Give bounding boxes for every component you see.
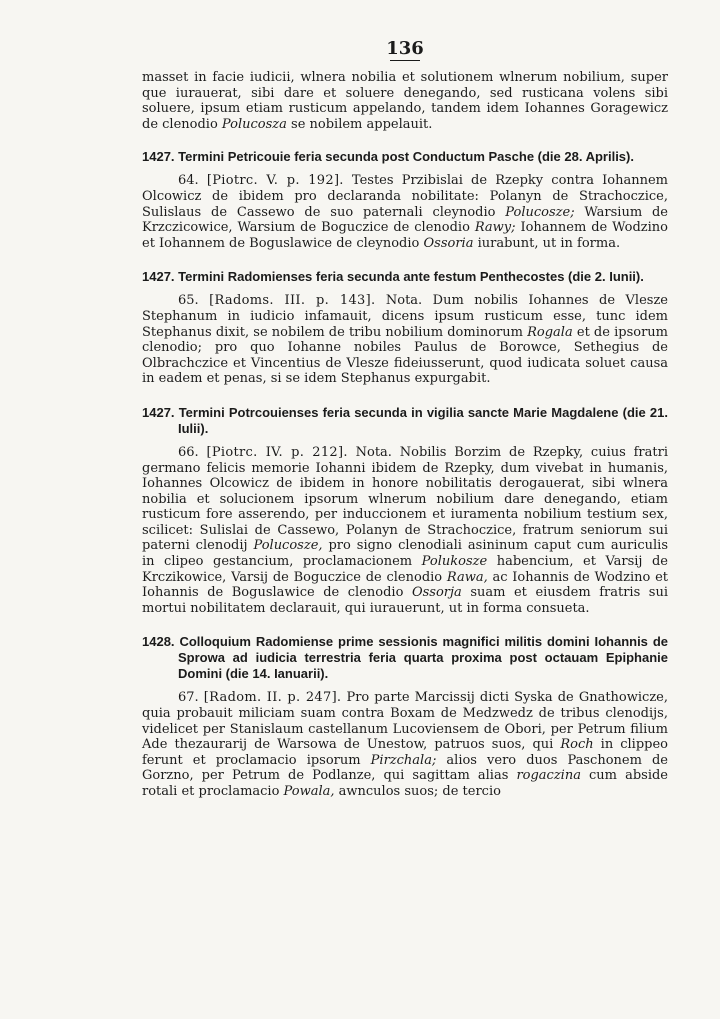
entry-67 bbox=[142, 690, 668, 799]
text-run: iurabunt, ut in forma. bbox=[473, 235, 621, 251]
section-heading-1427-potrcouienses: 1427. Termini Potrcouienses feria secunda in vigilia sancte Marie Magdalene (die 21. Iulii). bbox=[142, 404, 668, 436]
text-run: ac Iohannis de Wodzino et Iohannis de Boguslawice de clenodio bbox=[142, 569, 668, 601]
text-run: Pro parte Marcissij dicti Syska de Gnathowicze, quia probauit miliciam suam contra Boxam de Medzwedz de tribus clenodijs, videlicet per Stanislaum castellanum Lucoviensem de Obori, per Petrum filium Ade thezaurarij de Warsowa de Unestow, patruos suos, qui bbox=[142, 690, 668, 753]
entry-number: 64. bbox=[178, 173, 199, 189]
text-run: Testes Przibislai de Rzepky contra Iohannem Olcowicz de ibidem pro declaranda nobilitate: Polanyn de Strachoczice, Sulislaus de Cassewo de suo paternali cleynodio bbox=[142, 173, 668, 220]
text-run: Nota. Nobilis Borzim de Rzepky, cuius fratri germano felicis memorie Iohanni ibidem de Rzepky, dum vivebat in humanis, Iohannes Olcowicz de ibidem in honore nobilitatis derogauerat, sibi wlnera nobilia et solucionem ipsorum wlnerum nobilium dare denegando, etiam rusticum fore asserendo, per induccionem et iuramenta nobilium testium sex, scilicet: Sulislai de Cassewo, Polanyn de Strachoczice, fratrum seniorum sui paterni clenodij bbox=[142, 444, 668, 554]
coat-of-arms-name: Rawy; bbox=[474, 220, 516, 236]
coat-of-arms-name: Ossorja bbox=[411, 585, 462, 601]
text-run: Nota. Dum nobilis Iohannes de Vlesze Stephanum in iudicio infamauit, dicens ipsum rusticum esse, tunc idem Stephanus dixit, se nobilem de tribu nobilium dominorum bbox=[142, 293, 668, 340]
entry-64 bbox=[142, 173, 668, 251]
archive-reference: [Piotrc. IV. p. 212]. bbox=[206, 444, 348, 460]
coat-of-arms-name: Polukosze bbox=[421, 554, 488, 570]
archive-reference: [Piotrc. V. p. 192]. bbox=[206, 173, 344, 189]
entry-66 bbox=[142, 445, 668, 617]
archive-reference: [Radom. II. p. 247]. bbox=[203, 690, 342, 706]
section-heading-1427-radomienses: 1427. Termini Radomienses feria secunda ante festum Penthecostes (die 2. Iunii). bbox=[142, 269, 644, 285]
coat-of-arms-name: Polucosze, bbox=[253, 538, 323, 554]
page-number-rule bbox=[390, 60, 420, 61]
section-heading-1428-colloquium: 1428. Colloquium Radomiense prime sessionis magnifici militis domini Iohannis de Sprowa ad iudicia terrestria feria quarta proxima post octauam Epiphanie Domini (die 14. Ianuarii). bbox=[142, 634, 668, 682]
coat-of-arms-name: Ossoria bbox=[423, 235, 474, 251]
text-run: awnculos suos; de tercio bbox=[334, 784, 501, 799]
text-run: Iohannem de Wodzino et Iohannem de Boguslawice de cleynodio bbox=[142, 220, 668, 251]
coat-of-arms-name: Polucosze; bbox=[505, 204, 575, 220]
coat-of-arms-name: Roch bbox=[560, 737, 594, 753]
text-run: masset in facie iudicii, wlnera nobilia et solutionem wlnerum nobilium, super que iurauerat, sibi dare et soluere denegando, sed rusticana volens sibi soluere, ipsum etiam rusticum appelando, tandem idem Iohannes Goragewicz de clenodio bbox=[142, 70, 668, 132]
entry-number: 66. bbox=[178, 444, 199, 460]
coat-of-arms-name: Polucosza bbox=[221, 116, 287, 132]
text-run: habencium, et Varsij de Krczikowice, Varsij de Boguczice de clenodio bbox=[142, 554, 669, 585]
coat-of-arms-name: Rogala bbox=[527, 324, 573, 340]
continued-paragraph bbox=[142, 70, 668, 132]
text-run: in clippeo ferunt et proclamacio ipsorum bbox=[142, 737, 668, 768]
coat-of-arms-name: rogaczina bbox=[516, 768, 581, 784]
text-run: alios vero duos Paschonem de Gorzno, per Petrum de Podlanze, qui sagittam alias bbox=[142, 752, 668, 784]
text-run: suam et eiusdem fratris sui mortui nobilitatem declarauit, qui iurauerunt, ut in forma consueta. bbox=[142, 585, 669, 616]
page-number: 136 bbox=[386, 38, 424, 59]
coat-of-arms-name: Rawa, bbox=[446, 569, 488, 585]
section-heading-1427-petricouie: 1427. Termini Petricouie feria secunda post Conductum Pasche (die 28. Aprilis). bbox=[142, 149, 634, 165]
archive-reference: [Radoms. III. p. 143]. bbox=[209, 293, 376, 309]
entry-number: 65. bbox=[178, 293, 199, 309]
text-run: Warsium de Krzczicowice, Warsium de Boguczice de clenodio bbox=[142, 204, 668, 236]
entry-number: 67. bbox=[178, 690, 199, 706]
coat-of-arms-name: Powala, bbox=[283, 784, 335, 799]
text-run: et de ipsorum clenodio; pro quo Iohanne nobiles Paulus de Borowce, Sethegius de Olbrachczice et Vincentius de Vlesze fideiusserunt, quod iudicata soluet causa in eadem et penas, si se idem Stephanus expurgabit. bbox=[142, 324, 668, 387]
text-run: pro signo clenodiali asininum caput cum auriculis in clipeo gestancium, proclamacionem bbox=[142, 538, 669, 570]
coat-of-arms-name: Pirzchala; bbox=[370, 752, 437, 768]
book-page bbox=[142, 38, 668, 800]
text-run: cum abside rotali et proclamacio bbox=[142, 768, 668, 799]
text-run: se nobilem appelauit. bbox=[286, 116, 433, 132]
entry-65 bbox=[142, 293, 668, 387]
